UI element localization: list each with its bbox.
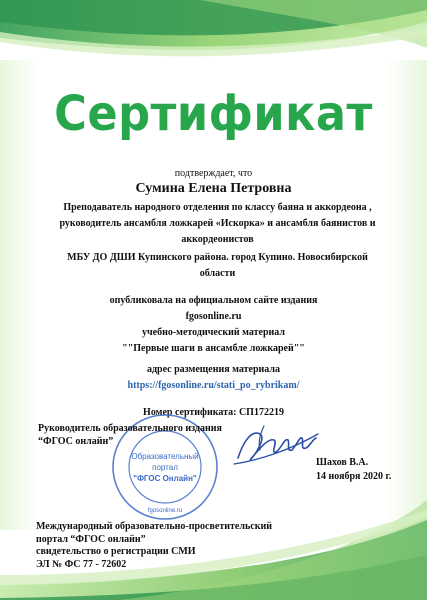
material-type: учебно-методический материал	[141, 327, 285, 338]
footer-info	[36, 521, 272, 571]
head-line-1: Руководитель образовательного издания	[38, 423, 222, 434]
certificate-number: Номер сертификата: СП172219	[143, 407, 284, 418]
handwritten-signature	[230, 420, 320, 470]
stamp-line-1: Образовательный	[131, 452, 199, 461]
footer-line-4: ЭЛ № ФС 77 - 72602	[36, 558, 127, 570]
stamp-bottom-text: fgosonline.ru	[147, 508, 183, 514]
footer-line-1: Международный образовательно-просветительский	[36, 521, 272, 532]
material-title: ""Первые шаги в ансамбле ложкарей""	[122, 343, 305, 354]
signer-block	[316, 456, 391, 484]
confirms-text: подтверждает, что	[174, 168, 253, 179]
recipient-position: Преподаватель народного отделения по классу баяна и аккордеона , руководитель ансамбля ложкарей «Искорка» и ансамбля баянистов и аккордеонистов	[59, 202, 376, 245]
stamp-line-2: портал	[152, 463, 178, 472]
address-label: адрес размещения материала	[147, 364, 280, 375]
recipient-organization: МБУ ДО ДШИ Купинского района. город Купино. Новосибирской области	[67, 252, 368, 279]
footer-line-3: свидетельство о регистрации СМИ	[36, 546, 196, 558]
site-name: fgosonline.ru	[185, 311, 242, 322]
issue-date: 14 ноября 2020 г.	[316, 471, 392, 482]
certificate-title: Сертификат	[54, 86, 373, 142]
signer-name: Шахов В.А.	[316, 457, 369, 468]
material-address-link[interactable]: https://fgosonline.ru/stati_po_rybrikam/	[127, 380, 300, 391]
footer-line-2: портал “ФГОС онлайн”	[36, 533, 146, 545]
published-text: опубликовала на официальном сайте издания	[109, 295, 318, 306]
recipient-name: Сумина Елена Петровна	[135, 181, 292, 196]
head-line-2: “ФГОС онлайн”	[38, 436, 114, 447]
stamp-line-3: "ФГОС Онлайн"	[133, 474, 197, 483]
head-of-publication	[38, 422, 222, 448]
